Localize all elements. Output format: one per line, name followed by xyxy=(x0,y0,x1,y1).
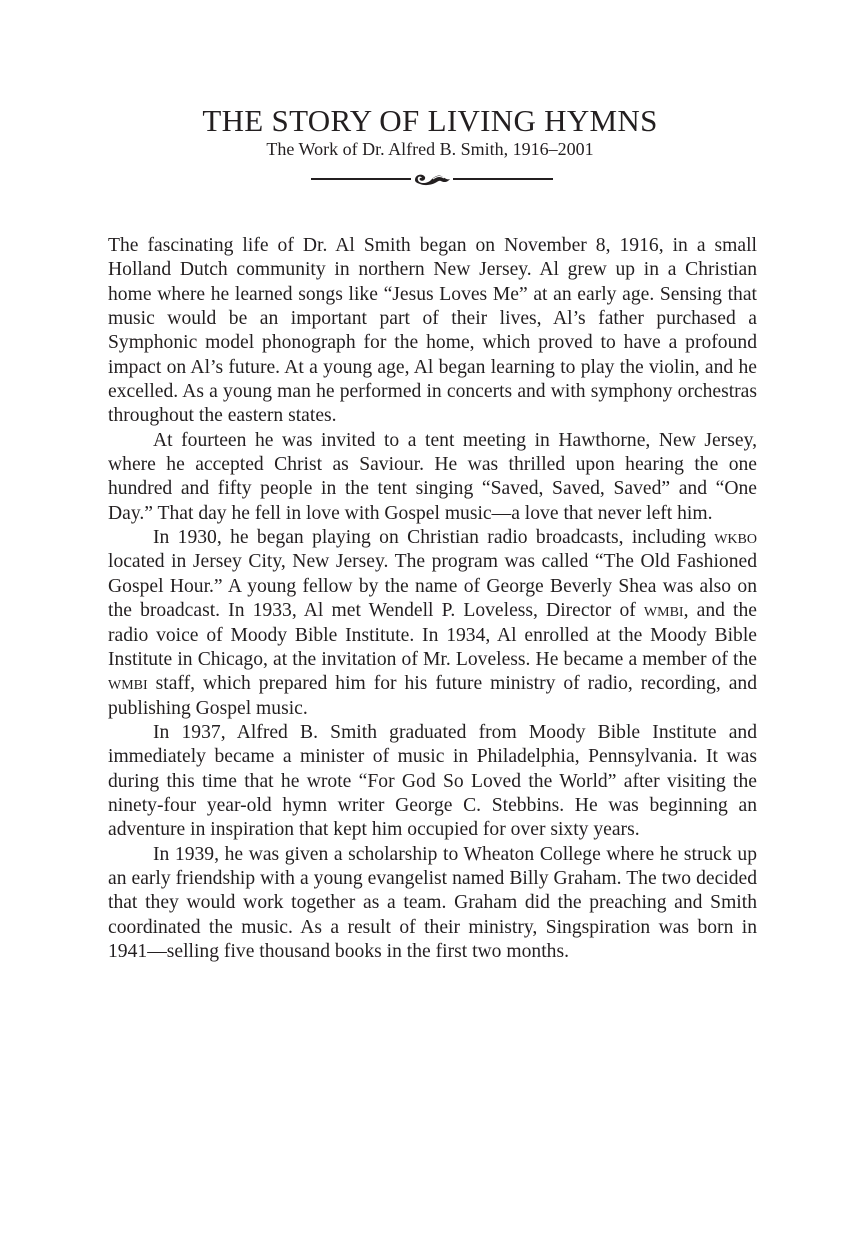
paragraph-1: The fascinating life of Dr. Al Smith began on November 8, 1916, in a small Holland Dutch community in northern New Jersey. Al grew up in a Christian home where he learned songs like “Jesus Loves Me” at an early age. Sensing that music would be an important part of their lives, Al’s father purchased a Symphonic model phonograph for the home, which proved to have a profound impact on Al’s future. At a young age, Al began learning to play the violin, and he excelled. As a young man he performed in concerts and with symphony orchestras throughout the eastern states. xyxy=(108,235,757,427)
body-text xyxy=(108,234,757,964)
paragraph-2: At fourteen he was invited to a tent meeting in Hawthorne, New Jersey, where he accepted Christ as Saviour. He was thrilled upon hearing the one hundred and fifty people in the tent singing “Saved, Saved, Saved” and “One Day.” That day he fell in love with Gospel music—a love that never left him. xyxy=(108,429,757,524)
divider-rule-right xyxy=(453,178,553,180)
chapter-title: THE STORY OF LIVING HYMNS xyxy=(202,103,658,138)
paragraph-3-part: , and the radio voice of Moody Bible Institute. In 1934, Al enrolled at the Moody Bible Institute in Chicago, at the invitation of Mr. Loveless. He became a member of the xyxy=(108,600,757,670)
divider-rule-left xyxy=(311,178,411,180)
chapter-subtitle: The Work of Dr. Alfred B. Smith, 1916–2001 xyxy=(266,139,594,159)
paragraph-3-part: located in Jersey City, New Jersey. The program was called “The Old Fashioned Gospel Hour.” A young fellow by the name of George Beverly Shea was also on the broadcast. In 1933, Al met Wendell P. Loveless, Director of xyxy=(108,551,757,622)
paragraph-5: In 1939, he was given a scholarship to Wheaton College where he struck up an early friendship with a young evangelist named Billy Graham. The two decided that they would work together as a team. Graham did the preaching and Smith coordinated the music. As a result of their ministry, Singspiration was born in 1941—selling five thousand books in the first two months. xyxy=(108,843,757,962)
fleuron-divider-icon xyxy=(311,170,553,188)
station-name-wmbi: wmbi xyxy=(108,673,148,695)
station-name-wkbo: wkbo xyxy=(714,527,757,549)
fleuron-icon xyxy=(411,170,453,188)
paragraph-3-part: In 1930, he began playing on Christian radio broadcasts, including xyxy=(153,527,715,549)
station-name-wmbi: wmbi xyxy=(643,600,684,622)
paragraph-3 xyxy=(108,526,757,721)
paragraph-4: In 1937, Alfred B. Smith graduated from Moody Bible Institute and immediately became a minister of music in Philadelphia, Pennsylvania. It was during this time that he wrote “For God So Loved the World” after visiting the ninety-four year-old hymn writer George C. Stebbins. He was beginning an adventure in inspiration that kept him occupied for over sixty years. xyxy=(108,721,757,841)
paragraph-3-part: staff, which prepared him for his future ministry of radio, recording, and publishing Gospel music. xyxy=(108,673,757,719)
